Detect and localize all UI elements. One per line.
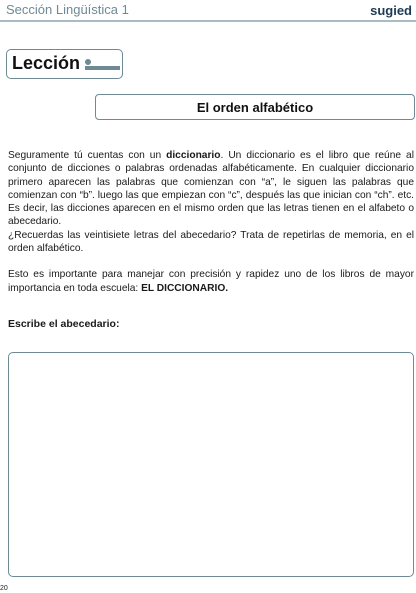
paragraph-importance: Esto es importante para manejar con precisión y rapidez uno de los libros de mayor importancia en toda escuela: EL DICCIONARIO. xyxy=(8,269,414,294)
lesson-title: El orden alfabético xyxy=(196,99,314,115)
page-header xyxy=(0,0,416,22)
lesson-body xyxy=(8,149,414,295)
lesson-dot-icon xyxy=(85,59,91,65)
keyword-el-diccionario: EL DICCIONARIO. xyxy=(141,282,229,294)
keyword-diccionario: diccionario xyxy=(166,150,221,161)
header-divider xyxy=(0,20,416,22)
exercise-prompt: Escribe el abecedario: xyxy=(8,318,120,330)
section-title: Sección Lingüística 1 xyxy=(6,2,129,17)
lesson-title-box xyxy=(95,94,415,120)
lesson-bar-icon xyxy=(85,66,120,70)
paragraph-intro: Seguramente tú cuentas con un diccionario. Un diccionario es el libro que reúne al conjunto de dicciones o palabras ordenadas alfabéticamente. En cualquier diccionario primero aparecen las palabras que comienzan con “a”, le siguen las palabras que comienzan con “b”. luego las que empiezan con “c”, después las que inician con “ch”. etc. Es decir, las dicciones aparecen en el mismo orden que las letras tienen en el alfabeto o abecedario. xyxy=(8,150,414,228)
brand-logo: sugied xyxy=(370,3,412,18)
lesson-label: Lección xyxy=(12,53,81,73)
paragraph-question: ¿Recuerdas las veintisiete letras del abecedario? Trata de repetirlas de memoria, en el orden alfabético. xyxy=(8,229,414,255)
answer-box[interactable] xyxy=(8,352,414,577)
lesson-tag xyxy=(6,49,123,79)
page-number: 20 xyxy=(0,585,8,592)
